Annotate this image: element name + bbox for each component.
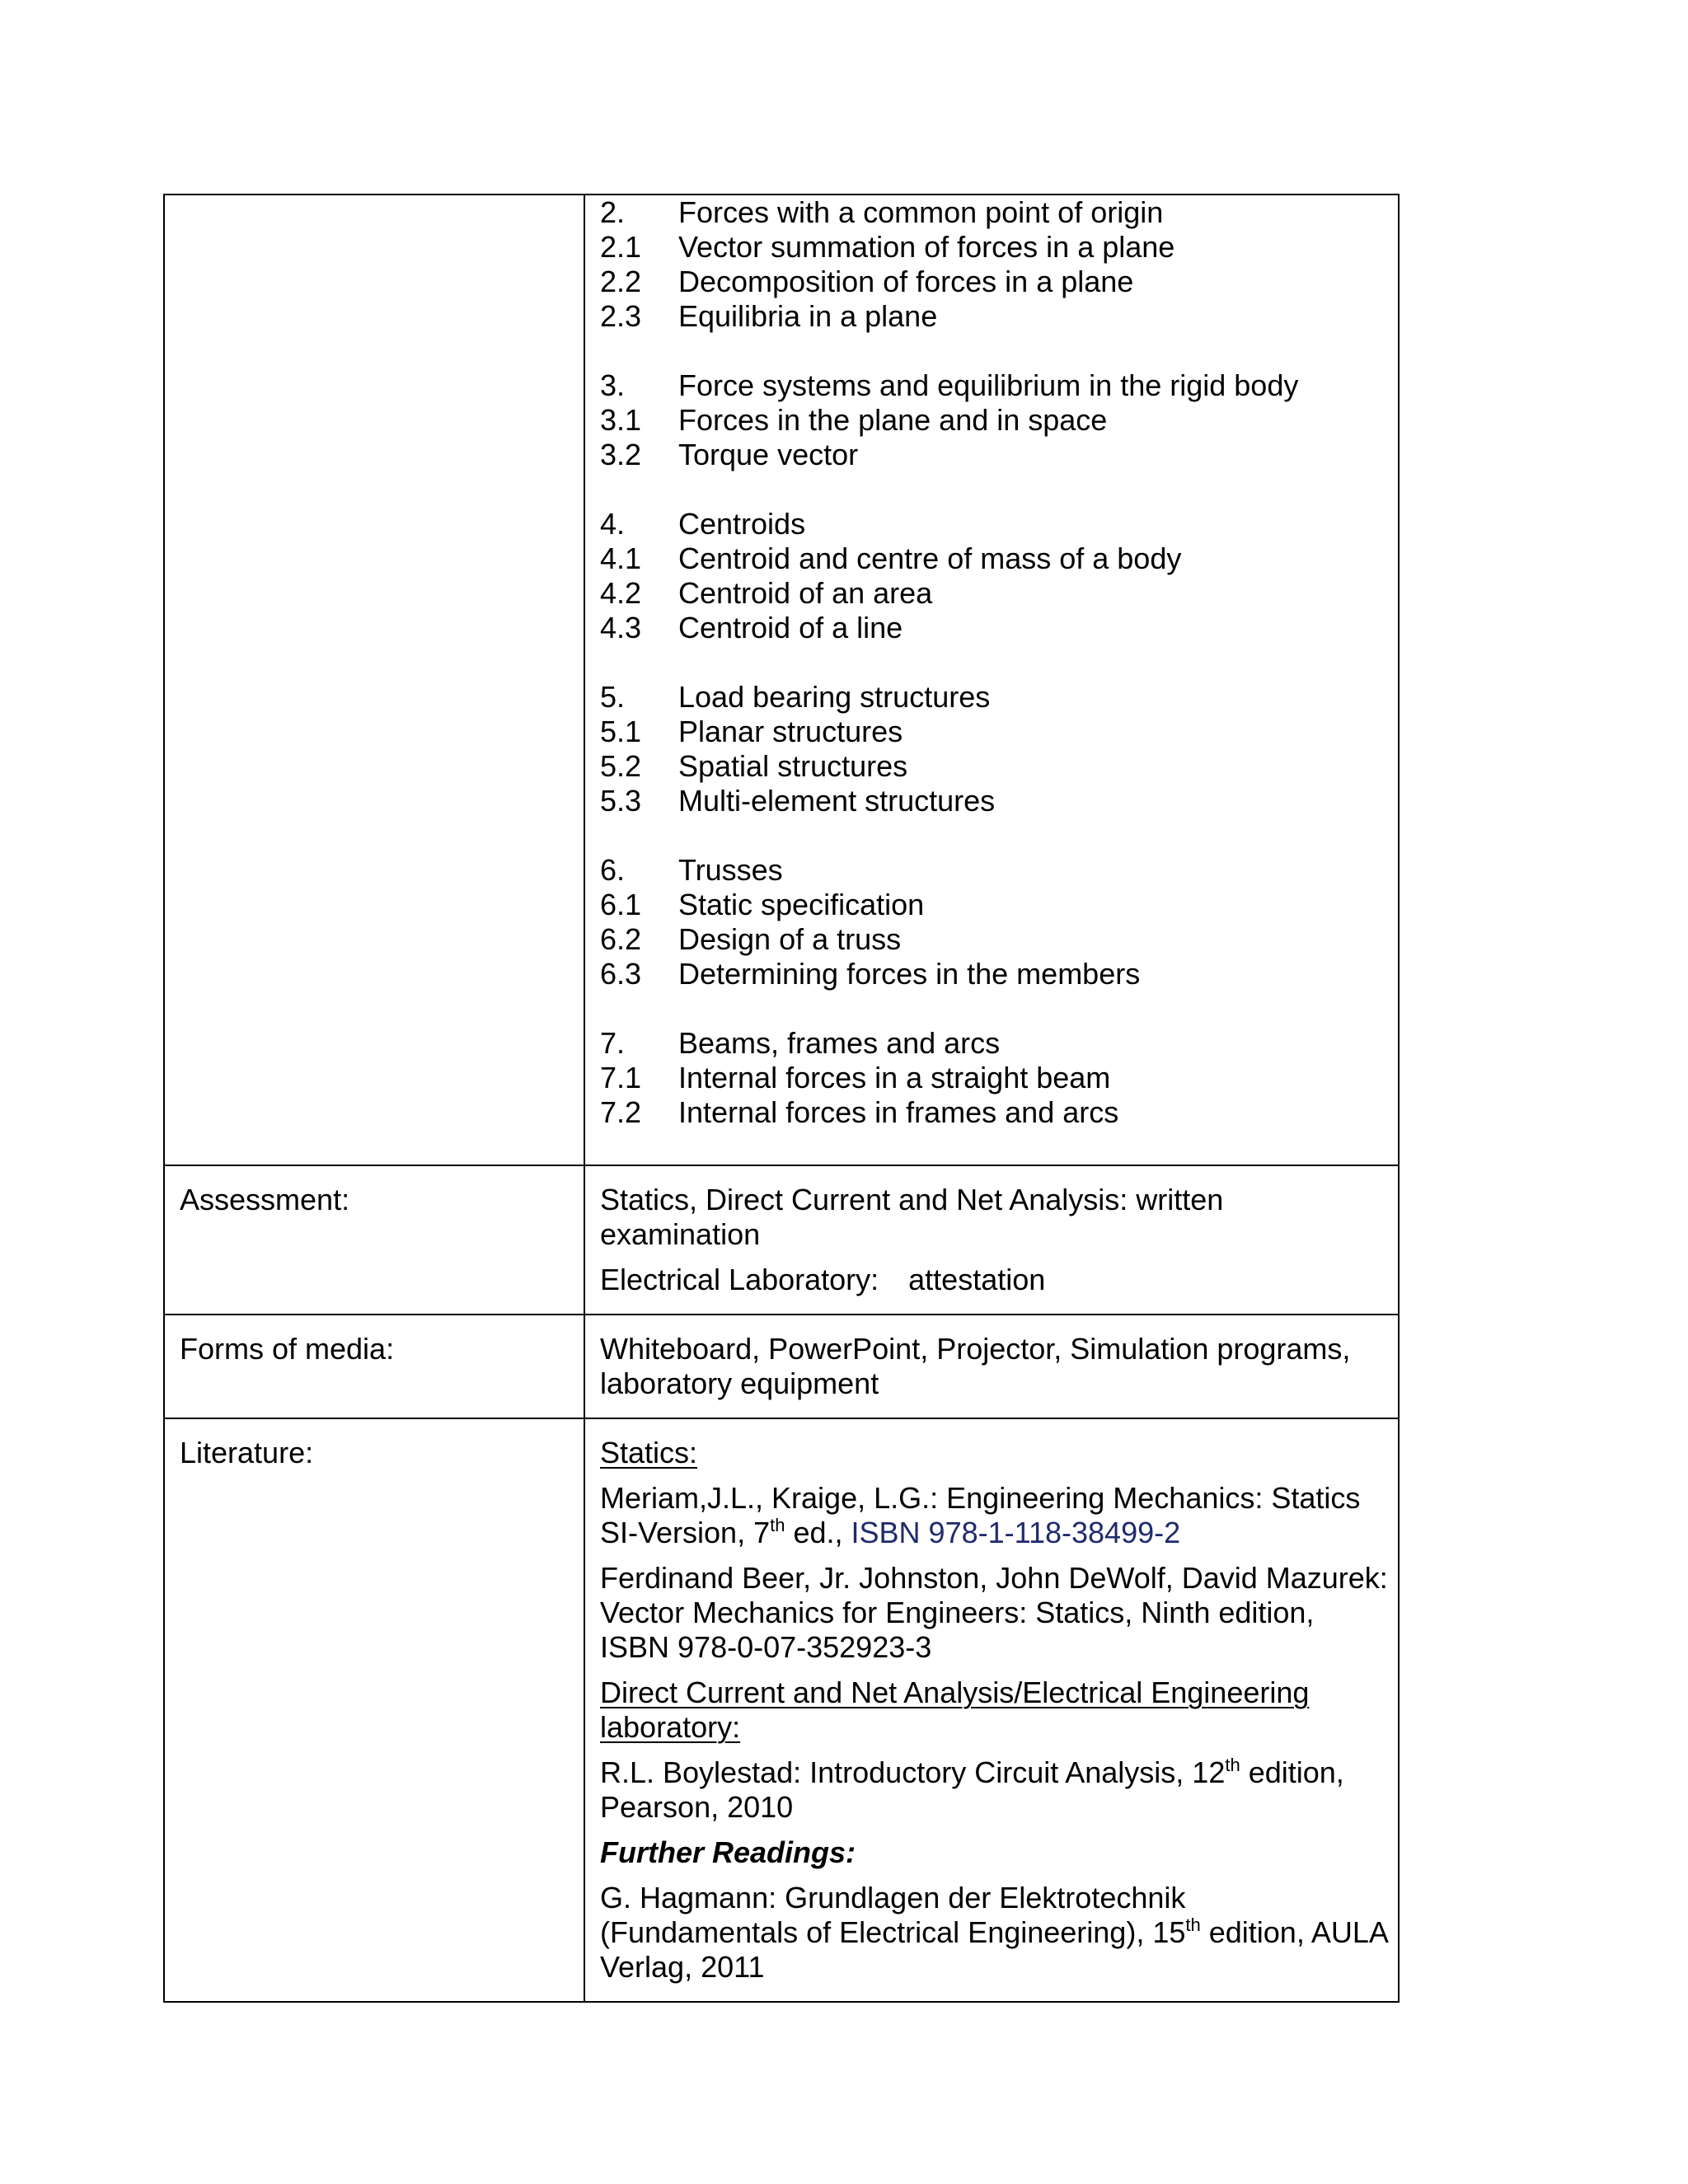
subtopic-number: 4.2 [600,576,642,610]
subtopic-title: Multi-element structures [678,784,996,818]
topic-heading-number: 6. [600,853,626,887]
subtopic-title: Centroid of a line [678,611,903,644]
topic-section [600,368,1390,472]
reference-meriam [600,1481,1390,1550]
assessment-content [584,1165,1399,1315]
assessment-lab [600,1263,1390,1297]
topic-section [600,507,1390,645]
topics-row [164,194,1399,1165]
topic-heading [600,853,1390,888]
reference-boylestad-sup: th [1225,1755,1240,1775]
subtopic-title: Determining forces in the members [678,957,1141,991]
media-row [164,1315,1399,1418]
subtopic [600,888,1390,922]
reference-meriam-text: Meriam,J.L., Kraige, L.G.: Engineering Mechanics: Statics SI-Version, 7 [600,1481,1361,1549]
topics-list [600,195,1390,1130]
reference-hagmann-post: edition, AULA Verlag, 2011 [600,1915,1387,1984]
topic-heading-title: Centroids [678,507,806,541]
topics-label-cell [164,194,584,1165]
topic-heading [600,507,1390,541]
subtopic-number: 4.3 [600,611,642,644]
subtopic-number: 3.2 [600,438,642,471]
subtopic [600,230,1390,265]
subtopic [600,438,1390,472]
topic-heading [600,368,1390,403]
topic-section [600,195,1390,334]
subtopic-title: Forces in the plane and in space [678,403,1108,437]
topic-heading-title: Forces with a common point of origin [678,195,1164,229]
subtopic-number: 3.1 [600,403,642,437]
subtopic [600,541,1390,576]
subtopic [600,715,1390,749]
assessment-label: Assessment: [164,1165,584,1315]
subtopic-number: 6.3 [600,957,642,991]
reference-meriam-post: ed., [785,1516,851,1549]
topic-heading-number: 5. [600,680,626,714]
topic-heading [600,195,1390,230]
topic-heading-number: 7. [600,1026,626,1060]
assessment-lab-value: attestation [908,1263,1046,1296]
assessment-row [164,1165,1399,1315]
statics-heading: Statics: [600,1436,698,1469]
subtopic [600,576,1390,611]
subtopic-number: 5.3 [600,784,642,818]
subtopic-number: 4.1 [600,541,642,575]
subtopic-title: Centroid of an area [678,576,933,610]
topic-heading [600,1026,1390,1061]
subtopic [600,957,1390,991]
reference-hagmann [600,1881,1390,1985]
subtopic-number: 2.3 [600,299,642,333]
subtopic-number: 7.2 [600,1095,642,1129]
subtopic [600,749,1390,784]
topic-heading-number: 4. [600,507,626,541]
subtopic [600,299,1390,334]
module-description-table [163,194,1400,2003]
subtopic-number: 6.2 [600,922,642,956]
subtopic-number: 2.2 [600,265,642,298]
topic-section [600,680,1390,818]
subtopic [600,784,1390,818]
subtopic-title: Design of a truss [678,922,902,956]
further-readings-heading: Further Readings: [600,1835,856,1869]
subtopic-title: Internal forces in a straight beam [678,1061,1111,1094]
subtopic-number: 5.2 [600,749,642,783]
subtopic [600,1061,1390,1095]
topic-heading [600,680,1390,715]
assessment-written: Statics, Direct Current and Net Analysis: written examination [600,1183,1224,1251]
subtopic-number: 6.1 [600,888,642,921]
subtopic-title: Static specification [678,888,925,921]
subtopic [600,265,1390,299]
media-content [584,1315,1399,1418]
subtopic-title: Internal forces in frames and arcs [678,1095,1119,1129]
reference-meriam-isbn: ISBN 978-1-118-38499-2 [851,1516,1181,1549]
reference-boylestad [600,1755,1390,1825]
topic-section [600,1026,1390,1130]
topic-heading-number: 2. [600,195,626,229]
subtopic-title: Vector summation of forces in a plane [678,230,1175,264]
reference-beer: Ferdinand Beer, Jr. Johnston, John DeWolf, David Mazurek: Vector Mechanics for Engineers: Statics, Ninth edition, ISBN 978-0-07-352923-3 [600,1561,1388,1664]
reference-meriam-sup: th [770,1515,785,1535]
subtopic-number: 5.1 [600,715,642,748]
assessment-lab-label: Electrical Laboratory: [600,1263,879,1296]
subtopic-title: Planar structures [678,715,903,748]
topics-content-cell [584,194,1399,1165]
topic-heading-title: Beams, frames and arcs [678,1026,1001,1060]
reference-hagmann-text: G. Hagmann: Grundlagen der Elektrotechnik (Fundamentals of Electrical Engineering), 15 [600,1881,1186,1949]
topic-heading-title: Load bearing structures [678,680,991,714]
subtopic [600,611,1390,645]
topic-heading-title: Force systems and equilibrium in the rigid body [678,368,1299,402]
topic-heading-title: Trusses [678,853,783,887]
media-text: Whiteboard, PowerPoint, Projector, Simulation programs, laboratory equipment [600,1332,1351,1400]
subtopic-title: Spatial structures [678,749,908,783]
topic-heading-number: 3. [600,368,626,402]
literature-content [584,1418,1399,2002]
literature-row [164,1418,1399,2002]
subtopic [600,1095,1390,1130]
reference-boylestad-post: edition, Pearson, 2010 [600,1755,1344,1824]
subtopic-title: Centroid and centre of mass of a body [678,541,1182,575]
subtopic [600,922,1390,957]
subtopic-number: 7.1 [600,1061,642,1094]
media-label: Forms of media: [164,1315,584,1418]
reference-boylestad-text: R.L. Boylestad: Introductory Circuit Analysis, 12 [600,1755,1226,1789]
subtopic-title: Decomposition of forces in a plane [678,265,1134,298]
electrical-heading: Direct Current and Net Analysis/Electrical Engineering laboratory: [600,1675,1310,1744]
subtopic-title: Equilibria in a plane [678,299,938,333]
reference-hagmann-sup: th [1185,1915,1201,1935]
literature-label: Literature: [164,1418,584,2002]
subtopic [600,403,1390,438]
topic-section [600,853,1390,991]
subtopic-title: Torque vector [678,438,859,471]
subtopic-number: 2.1 [600,230,642,264]
